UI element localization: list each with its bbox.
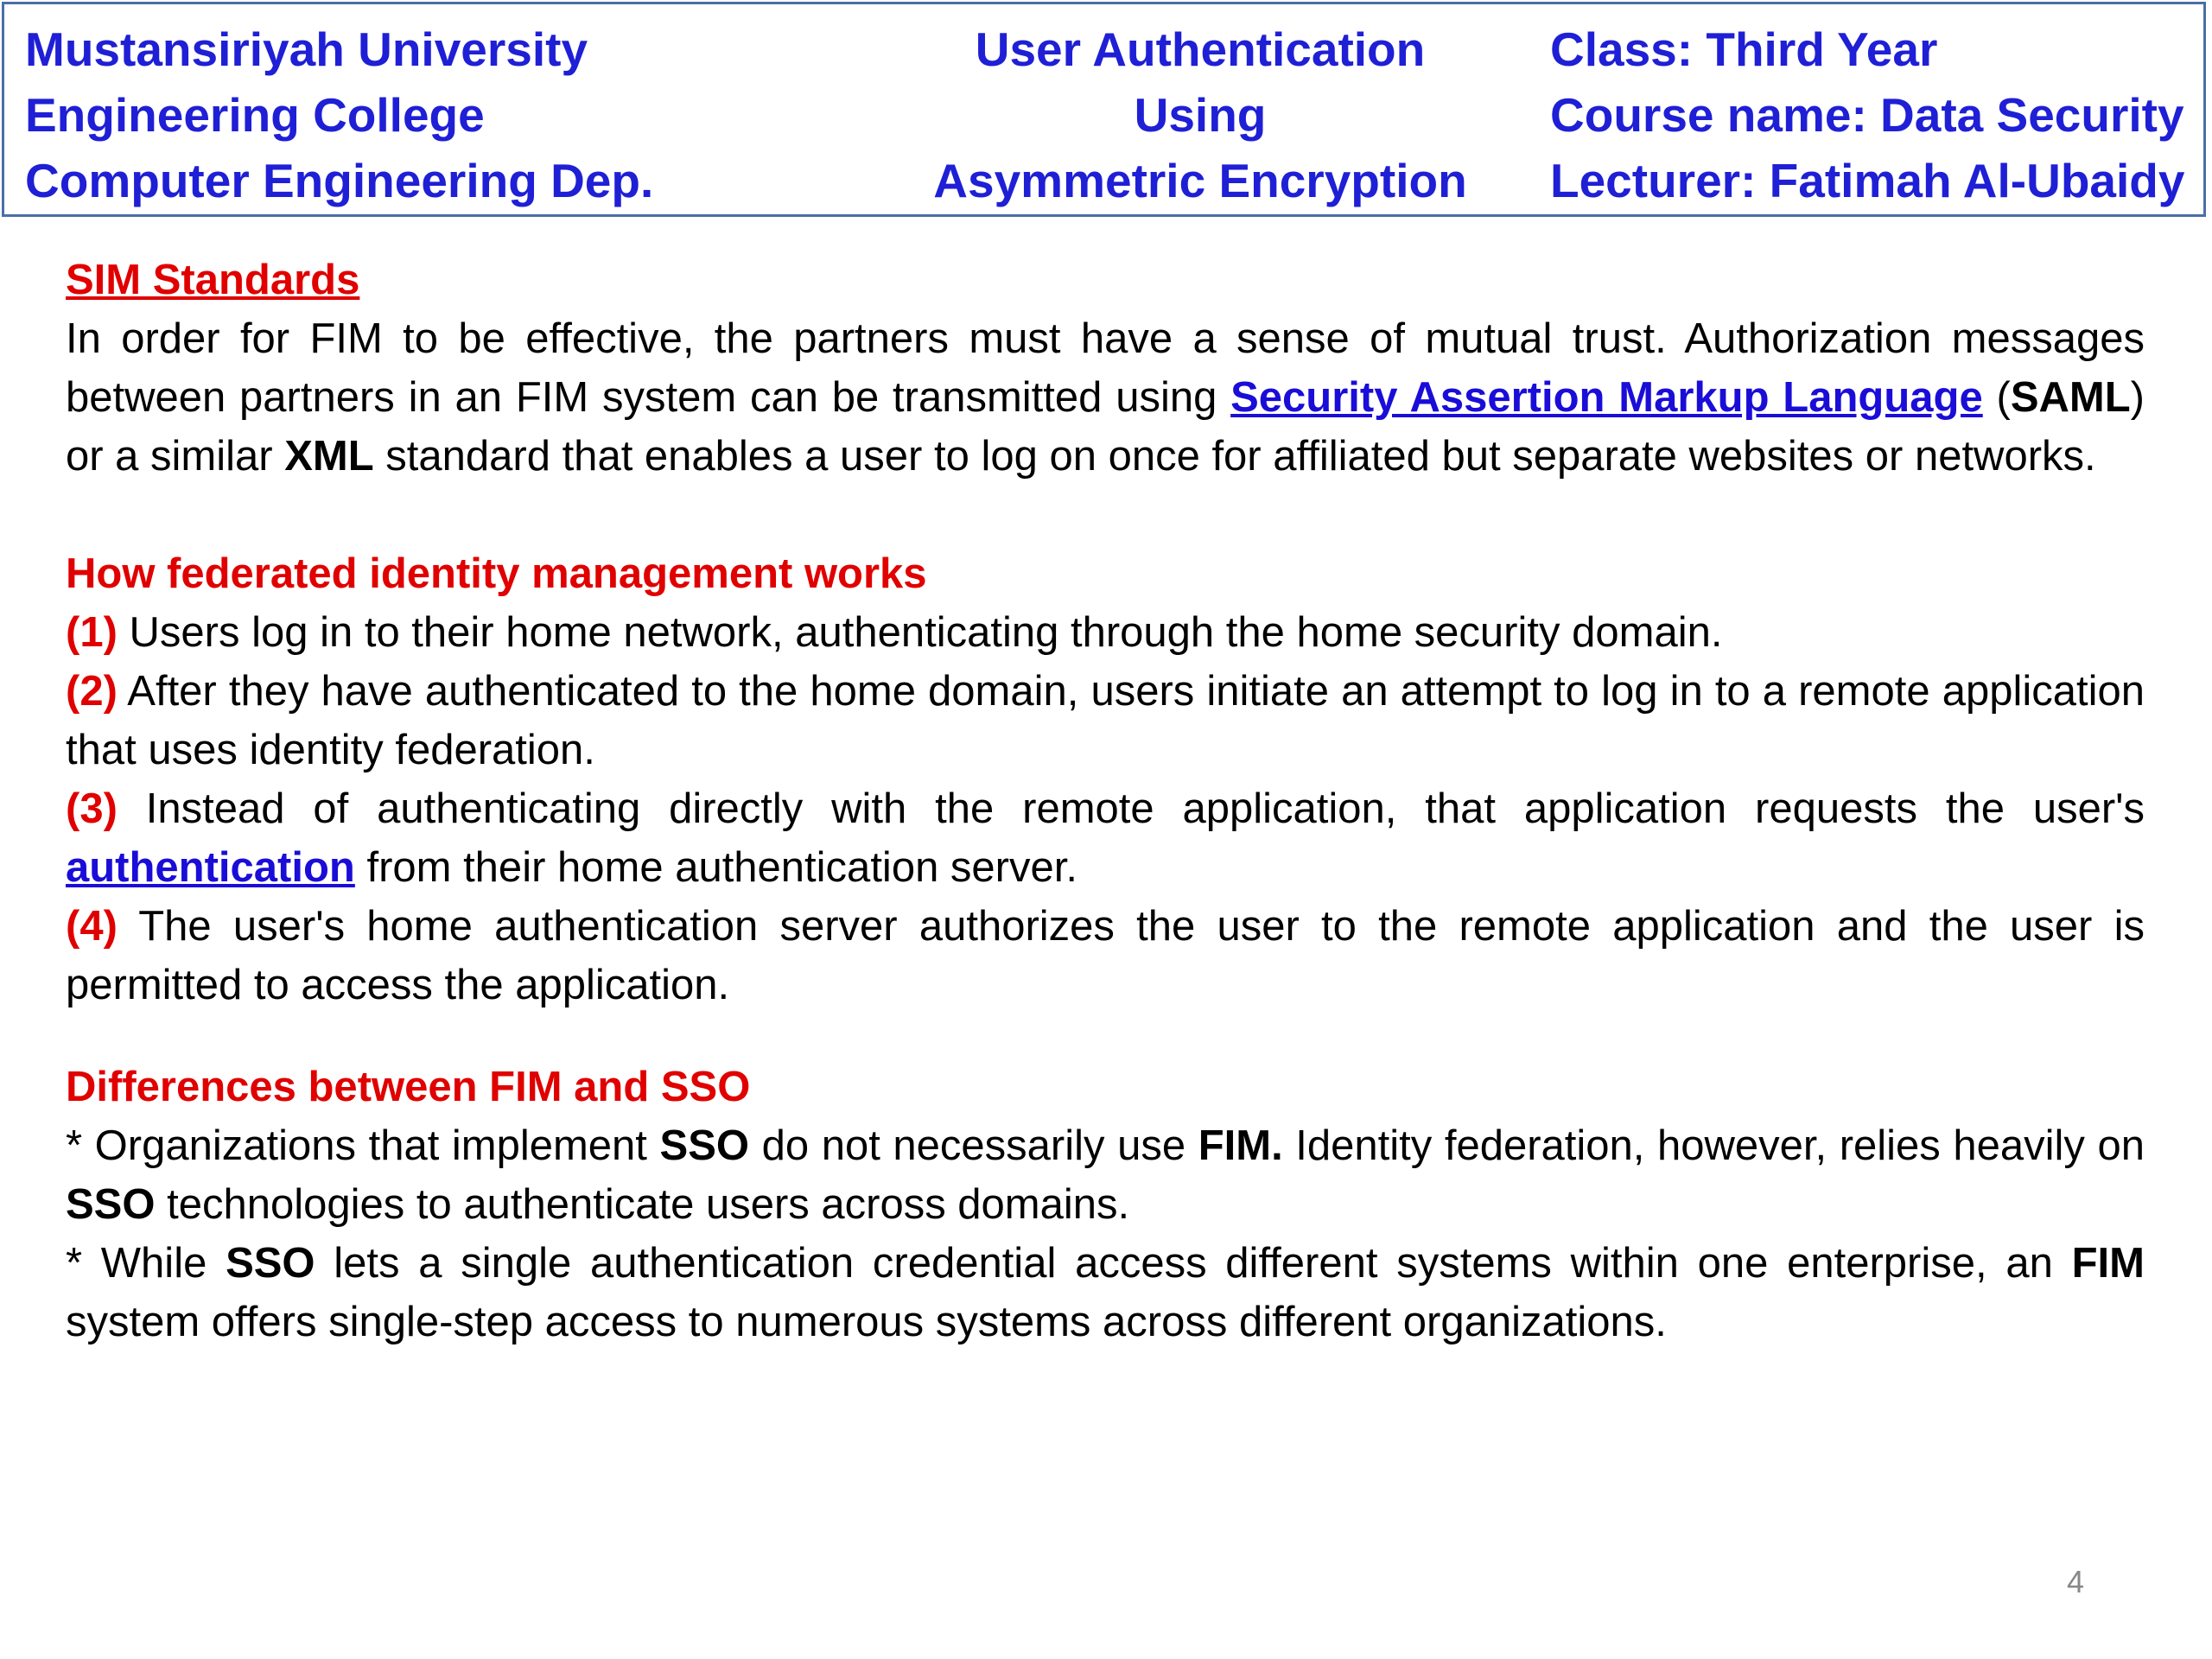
lecture-title-line-3: Asymmetric Encryption	[933, 154, 1467, 207]
difference-bullet-1	[66, 1116, 2145, 1234]
step-text: Instead of authenticating directly with the remote application, that application requests the user's	[117, 785, 2145, 832]
differences-heading: Differences between FIM and SSO	[66, 1064, 751, 1110]
header-center	[850, 16, 1550, 214]
step-number: (1)	[66, 609, 118, 656]
sim-standards-heading: SIM Standards	[66, 257, 360, 303]
lecture-title-line-2: Using	[1134, 88, 1267, 142]
bullet-text: lets a single authentication credential access different systems within one enterprise, an	[315, 1240, 2072, 1287]
how-fim-works-heading: How federated identity management works	[66, 550, 927, 597]
step-3	[66, 779, 2145, 897]
sim-text-4: standard that enables a user to log on once for affiliated but separate websites or networks.	[373, 433, 2096, 480]
saml-abbr: SAML	[2010, 374, 2131, 421]
sim-text-1: In order for FIM to be effective, the partners must have a sense of mutual trust. Authorization messages between partners in an FIM system can be transmitted using	[66, 315, 2145, 421]
bullet-text: * Organizations that implement	[66, 1122, 660, 1169]
step-4	[66, 897, 2145, 1014]
sso-term: SSO	[226, 1240, 315, 1287]
slide-header	[2, 2, 2206, 217]
saml-link[interactable]: Security Assertion Markup Language	[1230, 374, 1983, 421]
lecturer-name: Lecturer: Fatimah Al-Ubaidy	[1550, 154, 2185, 207]
authentication-link[interactable]: authentication	[66, 844, 355, 891]
class-label: Class: Third Year	[1550, 22, 1938, 76]
step-number: (2)	[66, 668, 118, 715]
page-number: 4	[2066, 1564, 2084, 1599]
lecture-title-line-1: User Authentication	[975, 22, 1426, 76]
step-number: (4)	[66, 903, 118, 950]
step-number: (3)	[66, 785, 118, 832]
step-text: The user's home authentication server authorizes the user to the remote application and the user is permitted to access the application.	[66, 903, 2145, 1008]
college-name: Engineering College	[25, 88, 485, 142]
bullet-text: Identity federation, however, relies heavily on	[1282, 1122, 2145, 1169]
bullet-text: do not necessarily use	[749, 1122, 1198, 1169]
header-left	[25, 16, 850, 214]
bullet-text: * While	[66, 1240, 226, 1287]
university-name: Mustansiriyah University	[25, 22, 588, 76]
course-name: Course name: Data Security	[1550, 88, 2184, 142]
fim-term: FIM	[2071, 1240, 2145, 1287]
step-text: Users log in to their home network, authenticating through the home security domain.	[117, 609, 1723, 656]
step-text-end: from their home authentication server.	[354, 844, 1077, 891]
sim-standards-paragraph	[66, 309, 2145, 486]
sso-term: SSO	[66, 1181, 156, 1228]
sim-text-2: (	[1982, 374, 2011, 421]
department-name: Computer Engineering Dep.	[25, 154, 654, 207]
sim-text-3: ) or a similar	[66, 374, 2145, 480]
step-2	[66, 662, 2145, 779]
step-1	[66, 603, 2145, 662]
bullet-text: system offers single-step access to numerous systems across different organizations.	[66, 1299, 1667, 1345]
difference-bullet-2	[66, 1234, 2145, 1351]
fim-term: FIM.	[1198, 1122, 1283, 1169]
slide-content	[66, 251, 2145, 1351]
xml-term: XML	[284, 433, 374, 480]
bullet-text: technologies to authenticate users across domains.	[155, 1181, 1130, 1228]
step-text: After they have authenticated to the home domain, users initiate an attempt to log in to a remote application that uses identity federation.	[66, 668, 2145, 773]
header-right	[1550, 16, 2203, 214]
sso-term: SSO	[659, 1122, 750, 1169]
